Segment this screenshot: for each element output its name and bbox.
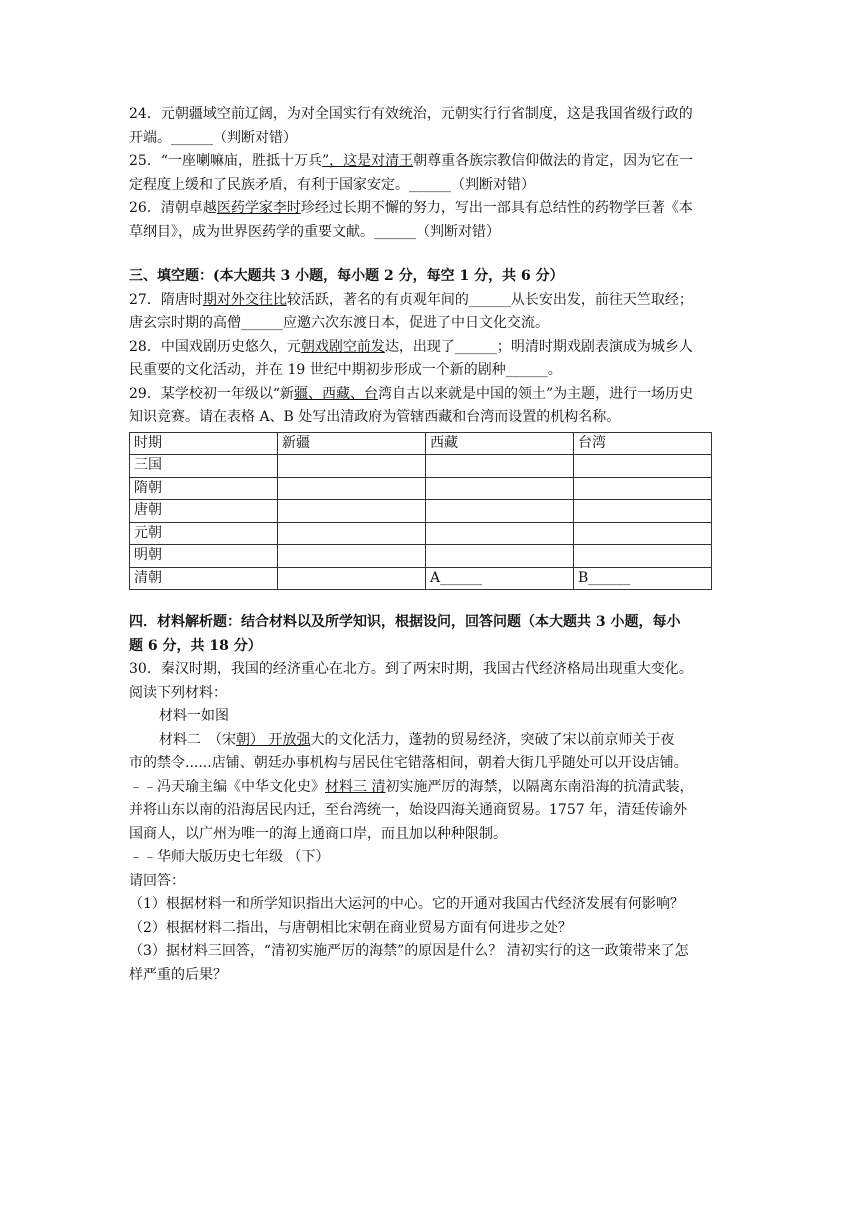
- material-2-line-2: 市的禁令......店铺、朝廷办事机构与居民住宅错落相间，朝着大街几乎随处可以开设店铺。: [129, 755, 688, 771]
- q29-text-c: 湾自古以来就是中国的领土”为主题，进行一场历史: [377, 385, 694, 402]
- answer-prompt: 请回答：: [129, 872, 185, 889]
- sub-question-3-line-2: 样严重的后果？: [129, 966, 227, 983]
- question-27: [129, 289, 732, 336]
- material-3-underlined-label: 材料三 清: [325, 778, 386, 795]
- table-cell: 隋朝: [130, 477, 278, 500]
- q30-line-2: 阅读下列材料：: [129, 684, 227, 701]
- material-2-line-1: [129, 729, 732, 753]
- sub-question-2: （2）根据材料二指出，与唐朝相比宋朝在商业贸易方面有何进步之处？: [129, 919, 572, 936]
- table-cell: [278, 500, 426, 523]
- table-row: [130, 522, 712, 545]
- table-cell: 元朝: [130, 522, 278, 545]
- q26-text-a: 26．清朝卓越: [129, 200, 217, 216]
- table-cell: [426, 545, 574, 568]
- q24-line-2: 开端。______（判断对错）: [129, 129, 297, 146]
- answer-blank-b: B______: [574, 567, 712, 590]
- table-row: [130, 545, 712, 568]
- section-4-heading-line-1: 四．材料解析题：结合材料以及所学知识，根据设问，回答问题（本大题共 3 小题，每小: [129, 614, 681, 630]
- table-cell: [574, 545, 712, 568]
- table-row: [130, 477, 712, 500]
- table-cell: [278, 477, 426, 500]
- table-cell: 清朝: [130, 567, 278, 590]
- q27-text-c: 较活跃，著名的有贞观年间的______从长安出发，前往天竺取经；: [286, 291, 693, 308]
- m2-text-a: 材料二 （宋: [159, 731, 236, 748]
- q28-text-c: 达，出现了______；明清时期戏剧表演成为城乡人: [384, 338, 693, 355]
- q28-line-1: [129, 336, 732, 360]
- section-4-heading-line-2: 题 6 分，共 18 分）: [129, 637, 262, 654]
- question-25: [129, 150, 732, 197]
- table-header-cell: 时期: [130, 432, 278, 455]
- dynasty-table: [129, 432, 712, 591]
- question-28: [129, 336, 732, 383]
- table-header-cell: 新疆: [278, 432, 426, 455]
- q28-text-a: 28．中国戏剧历史悠久，元: [129, 338, 301, 355]
- table-header-cell: 西藏: [426, 432, 574, 455]
- source-2-line: ﹣﹣华师大版历史七年级 （下）: [129, 849, 330, 865]
- m2-text-c: 大的文化活力，蓬勃的贸易经济，突破了宋以前京师关于夜: [310, 731, 675, 748]
- q26-text-c: 珍经过长期不懈的努力，写出一部具有总结性的药物学巨著《本: [300, 200, 693, 216]
- q26-underlined-text: 医药学家李时: [216, 200, 301, 216]
- q27-line-1: [129, 289, 732, 313]
- table-cell: [574, 522, 712, 545]
- table-cell: [426, 455, 574, 478]
- table-cell: [426, 522, 574, 545]
- material-3-line-3: 国商人，以广州为唯一的海上通商口岸，而且加以种种限制。: [129, 825, 507, 842]
- q25-underlined-text: ”，这是对清王: [321, 153, 414, 169]
- table-cell: [574, 500, 712, 523]
- table-cell: 三国: [130, 455, 278, 478]
- section-3-heading: 三、填空题：(本大题共 3 小题，每小题 2 分，每空 1 分，共 6 分）: [129, 268, 564, 284]
- q29-underlined-text: 疆、西藏、台: [293, 385, 378, 402]
- sub-question-1: （1）根据材料一和所学知识指出大运河的中心。它的开通对我国古代经济发展有何影响？: [129, 896, 684, 912]
- q25-line-1: [129, 150, 732, 174]
- q25-line-2: 定程度上缓和了民族矛盾，有利于国家安定。______（判断对错）: [129, 176, 535, 193]
- question-24: [129, 103, 732, 150]
- answer-blank-a: A______: [426, 567, 574, 590]
- table-header-cell: 台湾: [574, 432, 712, 455]
- q29-line-1: [129, 383, 732, 407]
- table-cell: [278, 545, 426, 568]
- table-row: [130, 567, 712, 590]
- question-29: [129, 383, 732, 430]
- table-row: [130, 500, 712, 523]
- q29-line-2: 知识竞赛。请在表格 A、B 处写出清政府为管辖西藏和台湾而设置的机构名称。: [129, 409, 621, 425]
- table-cell: [574, 455, 712, 478]
- document-page: [129, 103, 732, 987]
- source-1-line: [129, 776, 732, 800]
- table-cell: [426, 477, 574, 500]
- table-cell: 明朝: [130, 545, 278, 568]
- q27-underlined-text: 期对外交往比: [202, 291, 287, 308]
- q24-line-1: 24．元朝疆域空前辽阔，为对全国实行有效统治，元朝实行行省制度，这是我国省级行政的: [129, 106, 693, 122]
- q29-text-a: 29．某学校初一年级以“新: [129, 385, 294, 402]
- q28-line-2: 民重要的文化活动，并在 19 世纪中期初步形成一个新的剧种______。: [129, 362, 562, 378]
- q28-underlined-text: 朝戏剧空前发: [300, 338, 385, 355]
- m2-underlined-text: 朝） 开放强: [236, 731, 311, 748]
- table-header-row: [130, 432, 712, 455]
- table-cell: [278, 567, 426, 590]
- table-cell: [426, 500, 574, 523]
- table-cell: [278, 522, 426, 545]
- material-3-line-2: 并将山东以南的沿海居民内迁，至台湾统一，始设四海关通商贸易。1757 年，清廷传谕外: [129, 802, 688, 818]
- material-1: 材料一如图: [159, 708, 229, 724]
- source-1-text: ﹣﹣冯天瑜主编《中华文化史》: [129, 778, 325, 795]
- material-3-text: 初实施严厉的海禁，以隔离东南沿海的抗清武装，: [385, 778, 694, 795]
- q26-line-2: 草纲目》，成为世界医药学的重要文献。______（判断对错）: [129, 223, 500, 240]
- table-cell: [278, 455, 426, 478]
- table-cell: [574, 477, 712, 500]
- section-4-heading: [129, 611, 732, 658]
- q27-text-a: 27．隋唐时: [129, 291, 203, 308]
- table-cell: 唐朝: [130, 500, 278, 523]
- q27-line-2: 唐玄宗时期的高僧______应邀六次东渡日本，促进了中日文化交流。: [129, 315, 549, 331]
- question-26: [129, 197, 732, 244]
- sub-question-3-line-1: （3）据材料三回答，“清初实施严厉的海禁”的原因是什么？ 清初实行的这一政策带来了怎: [129, 943, 689, 959]
- q30-line-1: 30．秦汉时期，我国的经济重心在北方。到了两宋时期，我国古代经济格局出现重大变化。: [129, 661, 693, 677]
- q25-text-a: 25．“一座喇嘛庙，胜抵十万兵: [129, 153, 322, 169]
- table-row: [130, 455, 712, 478]
- q26-line-1: [129, 197, 732, 221]
- question-30: [129, 658, 732, 987]
- q25-text-c: 朝尊重各族宗教信仰做法的肯定，因为它在一: [413, 153, 694, 169]
